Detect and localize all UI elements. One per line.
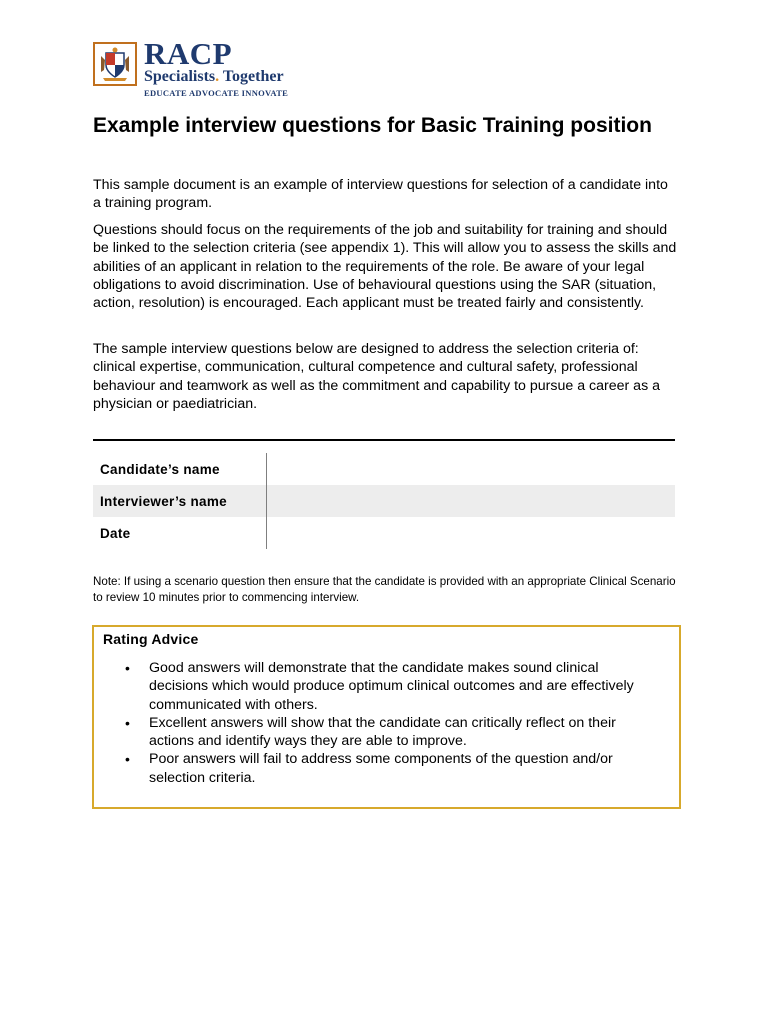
list-item	[94, 750, 654, 787]
advice-good-answers: Good answers will demonstrate that the candidate makes sound clinical decisions which would produce optimum clinical outcomes and are effectively communicated with others.	[149, 660, 634, 713]
rating-advice-list	[94, 659, 654, 787]
candidate-name-value[interactable]	[267, 453, 676, 485]
tagline-word-together: Together	[219, 68, 284, 85]
advice-excellent-answers: Excellent answers will show that the candidate can critically reflect on their actions and identify ways they are able to improve.	[149, 714, 616, 750]
bullet-icon: •	[125, 714, 130, 731]
rating-advice-box	[92, 625, 681, 809]
date-value[interactable]	[267, 517, 676, 549]
tagline-dot: .	[215, 68, 220, 85]
table-row	[93, 453, 675, 485]
selection-criteria-paragraph: The sample interview questions below are designed to address the selection criteria of: clinical expertise, communication, cultural competence and cultural safety, professional behaviour and teamwork as well as the commitment and capability to pursue a career as a physician or paediatrician.	[93, 341, 661, 412]
questions-guidance-paragraph: Questions should focus on the requirements of the job and suitability for training and should be linked to the selection criteria (see appendix 1). This will allow you to assess the skills and abilities of an applicant in relation to the requirements of the role. Be aware of your legal obligations to avoid discrimination. Use of behavioural questions using the SAR (situation, action, resolution) is encouraged. Each applicant must be treated fairly and consistently.	[93, 222, 677, 312]
intro-paragraph: This sample document is an example of interview questions for selection of a candidate into a training program.	[93, 177, 668, 212]
bullet-icon: •	[125, 751, 130, 768]
table-row	[93, 517, 675, 549]
document-title: Example interview questions for Basic Training position	[93, 114, 652, 137]
interviewer-name-value[interactable]	[267, 485, 676, 517]
crest-icon	[93, 42, 137, 86]
tagline-word-specialists: Specialists	[144, 68, 216, 85]
interviewer-name-label: Interviewer’s name	[93, 485, 267, 517]
advice-poor-answers: Poor answers will fail to address some components of the question and/or selection criteria.	[149, 751, 613, 786]
brand-name: RACP	[144, 36, 233, 71]
candidate-name-label: Candidate’s name	[93, 453, 267, 485]
table-row	[93, 485, 675, 517]
brand-motto: EDUCATE ADVOCATE INNOVATE	[144, 88, 289, 98]
brand-tagline	[144, 68, 284, 86]
bullet-icon: •	[125, 660, 130, 676]
date-label: Date	[93, 517, 267, 549]
scenario-note: Note: If using a scenario question then ensure that the candidate is provided with an appropriate Clinical Scenario to review 10 minutes prior to commencing interview.	[93, 575, 676, 604]
table-top-rule	[93, 439, 675, 441]
list-item	[94, 714, 654, 751]
candidate-details-table	[93, 453, 675, 549]
racp-logo	[93, 36, 303, 102]
rating-advice-title: Rating Advice	[103, 631, 199, 647]
list-item	[94, 659, 654, 714]
